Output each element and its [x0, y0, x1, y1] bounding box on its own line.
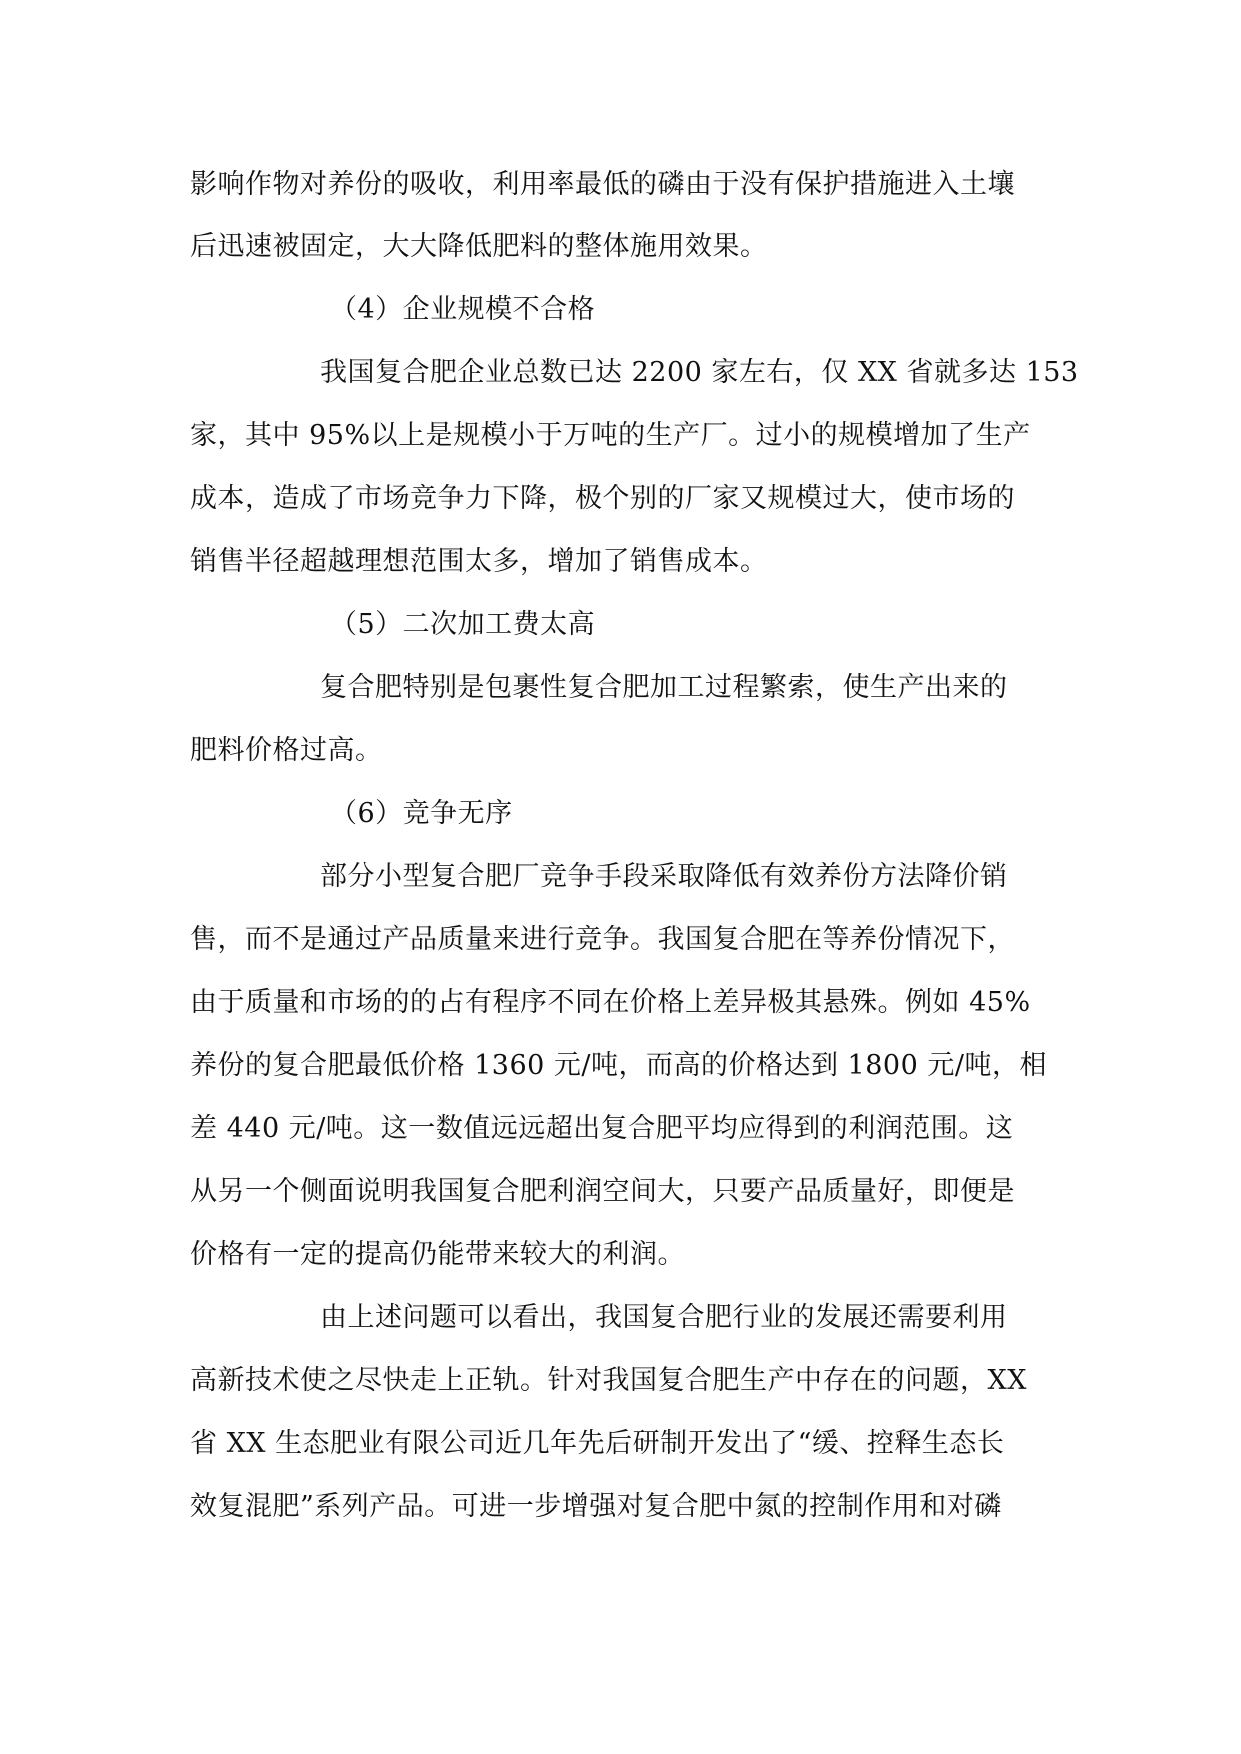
text-line: 养份的复合肥最低价格 1360 元/吨，而高的价格达到 1800 元/吨，相: [190, 1050, 1047, 1081]
text-line: 肥料价格过高。: [190, 735, 383, 766]
text-line: 差 440 元/吨。这一数值远远超出复合肥平均应得到的利润范围。这: [190, 1113, 1014, 1144]
text-line: 成本，造成了市场竞争力下降，极个别的厂家又规模过大，使市场的: [190, 483, 1015, 514]
section-heading: （4）企业规模不合格: [330, 294, 596, 325]
text-line: 由于质量和市场的的占有程序不同在价格上差异极其悬殊。例如 45%: [190, 987, 1031, 1018]
text-line: 后迅速被固定，大大降低肥料的整体施用效果。: [190, 231, 768, 262]
paragraph-first-line: 部分小型复合肥厂竞争手段采取降低有效养份方法降价销: [320, 861, 1008, 892]
text-line: 售，而不是通过产品质量来进行竞争。我国复合肥在等养份情况下，: [190, 924, 1015, 955]
text-line: 价格有一定的提高仍能带来较大的利润。: [190, 1239, 685, 1270]
text-line: 高新技术使之尽快走上正轨。针对我国复合肥生产中存在的问题，XX: [190, 1365, 1027, 1396]
section-heading: （6）竞争无序: [330, 798, 513, 829]
text-line: 家，其中 95%以上是规模小于万吨的生产厂。过小的规模增加了生产: [190, 420, 1031, 451]
paragraph-first-line: 由上述问题可以看出，我国复合肥行业的发展还需要利用: [320, 1302, 1008, 1333]
text-line: 效复混肥”系列产品。可进一步增强对复合肥中氮的控制作用和对磷: [190, 1491, 1002, 1522]
text-line: 影响作物对养份的吸收，利用率最低的磷由于没有保护措施进入土壤: [190, 169, 1015, 200]
paragraph-first-line: 复合肥特别是包裹性复合肥加工过程繁索，使生产出来的: [320, 672, 1008, 703]
section-heading: （5）二次加工费太高: [330, 609, 596, 640]
paragraph-first-line: 我国复合肥企业总数已达 2200 家左右，仅 XX 省就多达 153: [320, 357, 1079, 388]
text-line: 省 XX 生态肥业有限公司近几年先后研制开发出了“缓、控释生态长: [190, 1428, 1005, 1459]
text-line: 销售半径超越理想范围太多，增加了销售成本。: [190, 546, 768, 577]
text-line: 从另一个侧面说明我国复合肥利润空间大，只要产品质量好，即便是: [190, 1176, 1015, 1207]
